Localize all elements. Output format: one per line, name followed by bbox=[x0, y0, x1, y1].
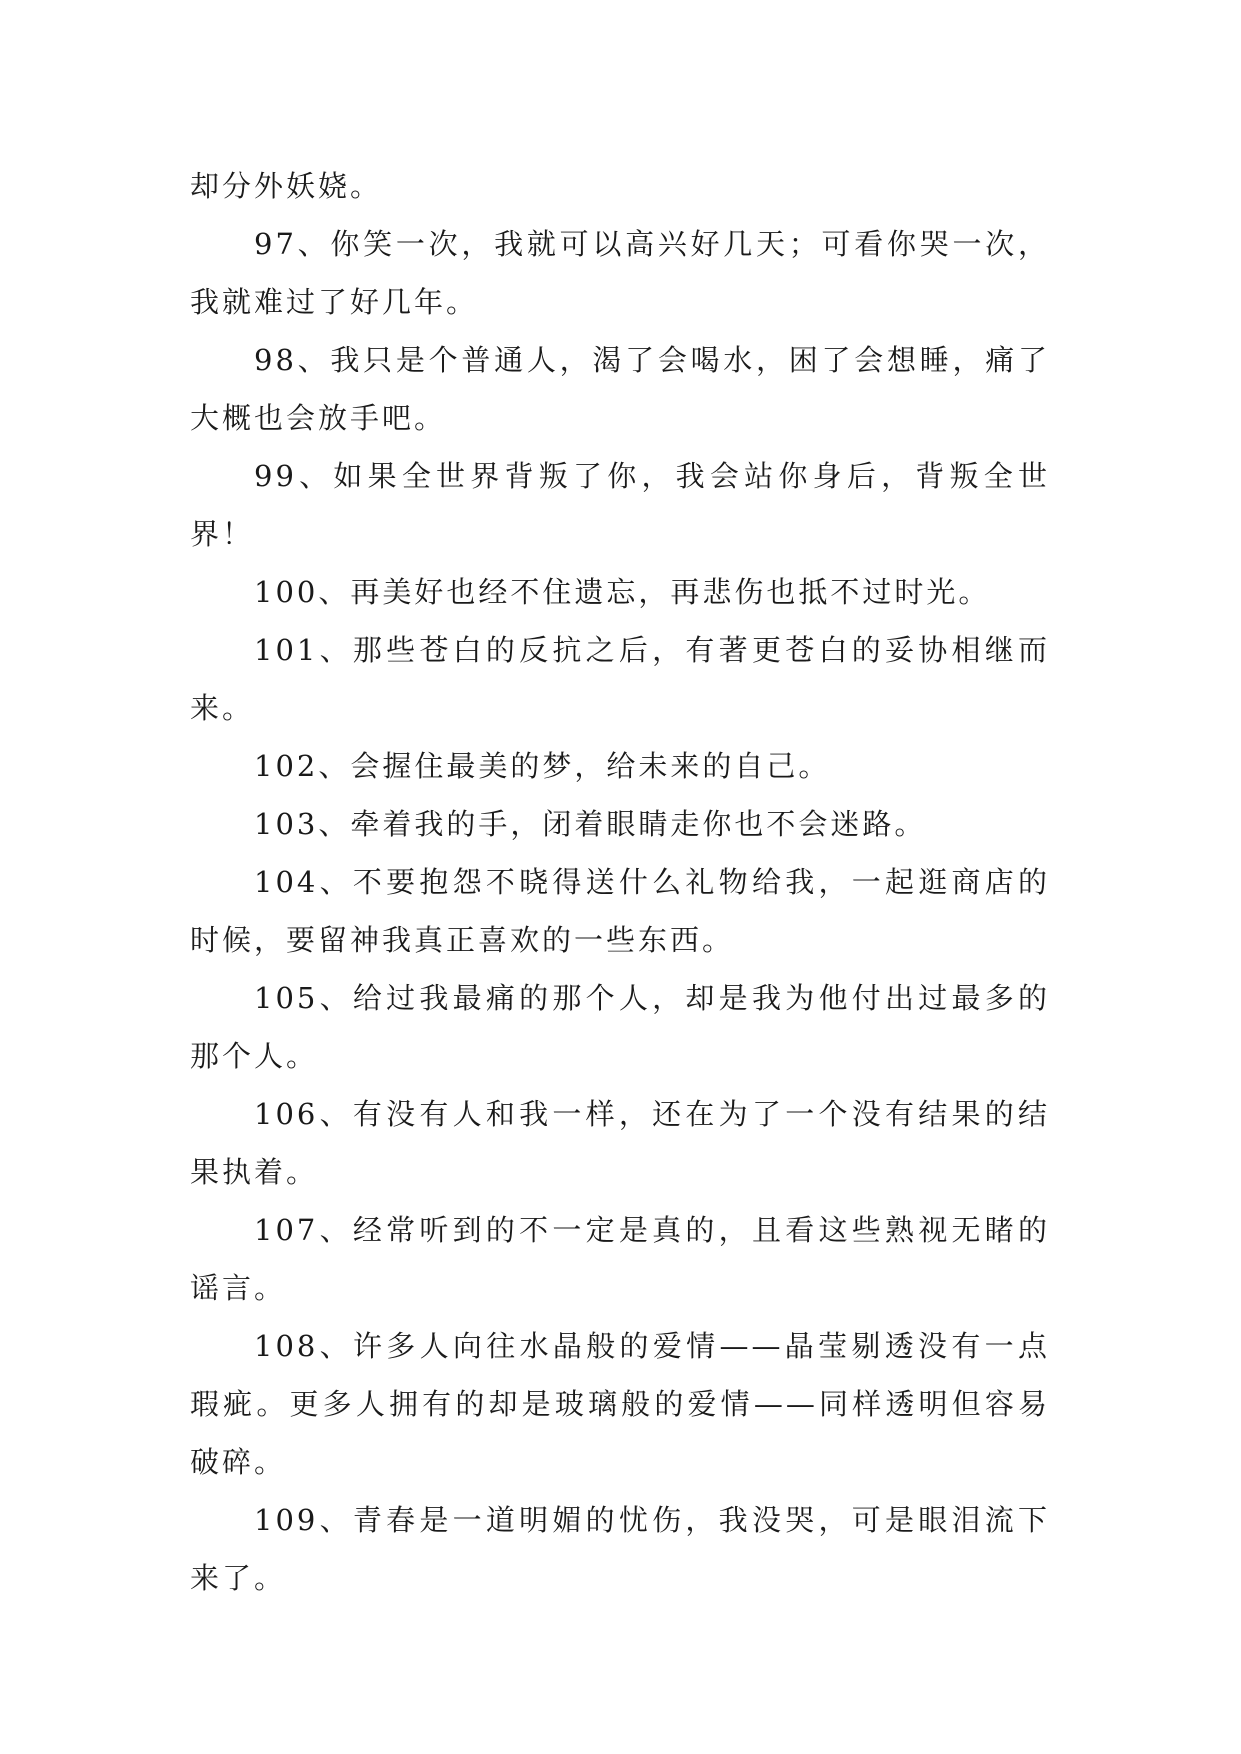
paragraph-98: 98、我只是个普通人，渴了会喝水，困了会想睡，痛了大概也会放手吧。 bbox=[190, 343, 1050, 435]
paragraph-109: 109、青春是一道明媚的忧伤，我没哭，可是眼泪流下来了。 bbox=[190, 1503, 1050, 1595]
paragraph-99: 99、如果全世界背叛了你，我会站你身后，背叛全世界！ bbox=[190, 459, 1050, 551]
paragraph-97: 97、你笑一次，我就可以高兴好几天；可看你哭一次，我就难过了好几年。 bbox=[190, 227, 1050, 319]
document-body bbox=[190, 157, 1050, 1607]
paragraph-101: 101、那些苍白的反抗之后，有著更苍白的妥协相继而来。 bbox=[190, 633, 1050, 725]
paragraph-108: 108、许多人向往水晶般的爱情——晶莹剔透没有一点瑕疵。更多人拥有的却是玻璃般的爱情——同样透明但容易破碎。 bbox=[190, 1329, 1050, 1479]
paragraph-106: 106、有没有人和我一样，还在为了一个没有结果的结果执着。 bbox=[190, 1097, 1050, 1189]
paragraph-103: 103、牵着我的手，闭着眼睛走你也不会迷路。 bbox=[254, 807, 927, 841]
paragraph-continuation: 却分外妖娆。 bbox=[190, 169, 383, 203]
paragraph-105: 105、给过我最痛的那个人，却是我为他付出过最多的那个人。 bbox=[190, 981, 1050, 1073]
paragraph-107: 107、经常听到的不一定是真的，且看这些熟视无睹的谣言。 bbox=[190, 1213, 1050, 1305]
paragraph-102: 102、会握住最美的梦，给未来的自己。 bbox=[254, 749, 831, 783]
paragraph-104: 104、不要抱怨不晓得送什么礼物给我，一起逛商店的时候，要留神我真正喜欢的一些东西。 bbox=[190, 865, 1050, 957]
paragraph-100: 100、再美好也经不住遗忘，再悲伤也抵不过时光。 bbox=[254, 575, 991, 609]
